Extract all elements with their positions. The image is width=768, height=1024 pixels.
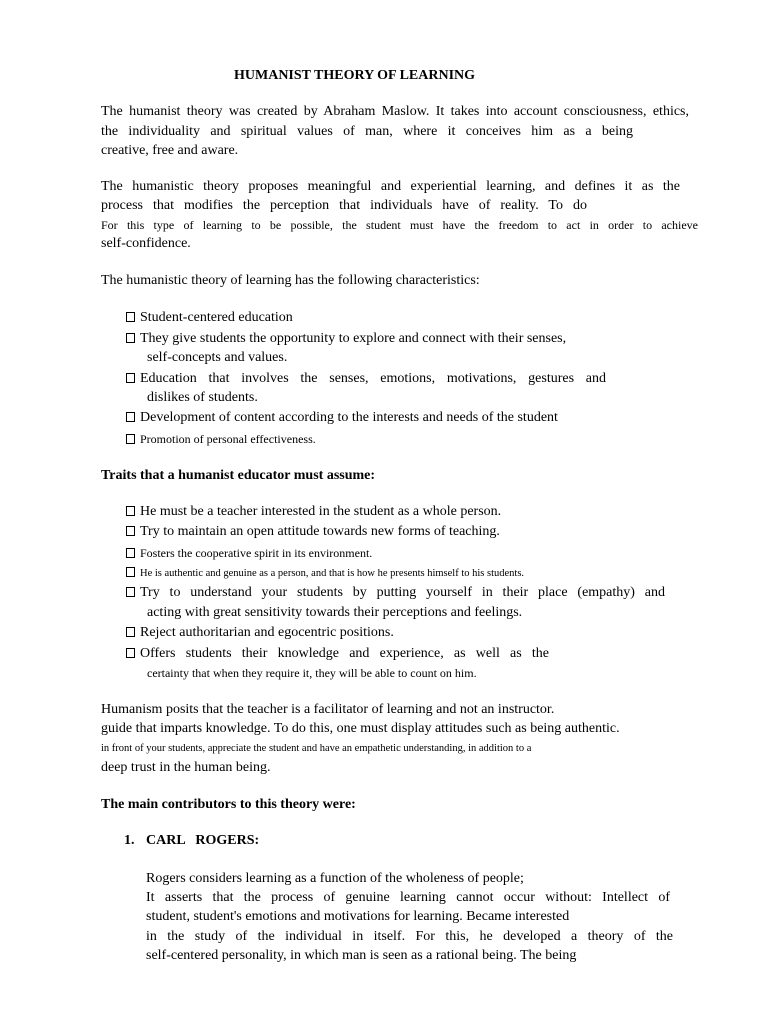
humanism-line-1: Humanism posits that the teacher is a facilitator of learning and not an instructor. — [101, 702, 555, 717]
rogers-line-3: student, student's emotions and motivations for learning. Became interested — [146, 909, 570, 924]
intro-line-2: the individuality and spiritual values of man, where it conceives him as a being — [101, 124, 633, 139]
characteristic-text: Promotion of personal effectiveness. — [140, 432, 316, 446]
rogers-line-4: in the study of the individual in itself. For this, he developed a theory of the — [146, 929, 673, 944]
rogers-line-1: Rogers considers learning as a function of the wholeness of people; — [146, 871, 524, 886]
checkbox-bullet-icon — [126, 373, 135, 383]
trait-item — [126, 544, 372, 562]
checkbox-bullet-icon — [126, 312, 135, 322]
characteristic-item — [126, 330, 566, 348]
trait-text: Try to maintain an open attitude towards new forms of teaching. — [140, 524, 500, 539]
trait-item — [126, 645, 550, 663]
checkbox-bullet-icon — [126, 627, 135, 637]
trait-item — [126, 584, 666, 602]
para2-line-2: process that modifies the perception that individuals have of reality. To do — [101, 198, 587, 213]
trait-item — [126, 624, 394, 642]
characteristic-item — [126, 430, 316, 448]
contributor-name: CARL ROGERS: — [146, 833, 260, 848]
document-title: HUMANIST THEORY OF LEARNING — [234, 68, 476, 83]
contributor-heading — [124, 832, 259, 850]
characteristic-item — [126, 409, 558, 427]
intro-line-3: creative, free and aware. — [101, 143, 239, 158]
characteristic-text: Development of content according to the interests and needs of the student — [140, 410, 558, 425]
contributor-number: 1. — [124, 833, 135, 848]
trait-text: Reject authoritarian and egocentric positions. — [140, 625, 394, 640]
trait-text: He must be a teacher interested in the student as a whole person. — [140, 504, 502, 519]
trait-text: Offers students their knowledge and experience, as well as the — [140, 646, 549, 661]
humanism-line-4: deep trust in the human being. — [101, 760, 271, 775]
checkbox-bullet-icon — [126, 526, 135, 536]
trait-item — [126, 503, 501, 521]
checkbox-bullet-icon — [126, 434, 135, 444]
characteristics-intro: The humanistic theory of learning has the following characteristics: — [101, 273, 480, 288]
rogers-line-2: It asserts that the process of genuine learning cannot occur without: Intellect of — [146, 890, 670, 905]
humanism-line-3: in front of your students, appreciate the student and have an empathetic understanding, in addition to a — [101, 743, 532, 754]
para2-line-3: For this type of learning to be possible, the student must have the freedom to act in order to achieve — [101, 218, 698, 232]
para2-line-4: self-confidence. — [101, 236, 191, 251]
checkbox-bullet-icon — [126, 548, 135, 558]
contributors-heading: The main contributors to this theory were: — [101, 797, 356, 812]
checkbox-bullet-icon — [126, 506, 135, 516]
characteristic-continuation: self-concepts and values. — [147, 350, 288, 365]
trait-text: Try to understand your students by putting yourself in their place (empathy) and — [140, 585, 665, 600]
checkbox-bullet-icon — [126, 648, 135, 658]
characteristic-text: They give students the opportunity to explore and connect with their senses, — [140, 331, 567, 346]
intro-line-1: The humanist theory was created by Abraham Maslow. It takes into account consciousness, ethics, — [101, 104, 689, 119]
trait-text: Fosters the cooperative spirit in its environment. — [140, 546, 373, 560]
checkbox-bullet-icon — [126, 333, 135, 343]
traits-heading: Traits that a humanist educator must assume: — [101, 468, 376, 483]
trait-continuation: acting with great sensitivity towards their perceptions and feelings. — [147, 605, 523, 620]
characteristic-text: Education that involves the senses, emotions, motivations, gestures and — [140, 371, 606, 386]
trait-continuation: certainty that when they require it, they will be able to count on him. — [147, 666, 477, 680]
humanism-line-2: guide that imparts knowledge. To do this, one must display attitudes such as being authentic. — [101, 721, 620, 736]
characteristic-item — [126, 309, 293, 327]
checkbox-bullet-icon — [126, 567, 135, 577]
checkbox-bullet-icon — [126, 412, 135, 422]
trait-text: He is authentic and genuine as a person, and that is how he presents himself to his students. — [140, 568, 525, 579]
trait-item — [126, 523, 500, 541]
rogers-line-5: self-centered personality, in which man is seen as a rational being. The being — [146, 948, 577, 963]
para2-line-1: The humanistic theory proposes meaningful and experiential learning, and defines it as the — [101, 179, 680, 194]
trait-item — [126, 565, 524, 583]
characteristic-item — [126, 370, 607, 388]
characteristic-continuation: dislikes of students. — [147, 390, 258, 405]
checkbox-bullet-icon — [126, 587, 135, 597]
characteristic-text: Student-centered education — [140, 310, 293, 325]
